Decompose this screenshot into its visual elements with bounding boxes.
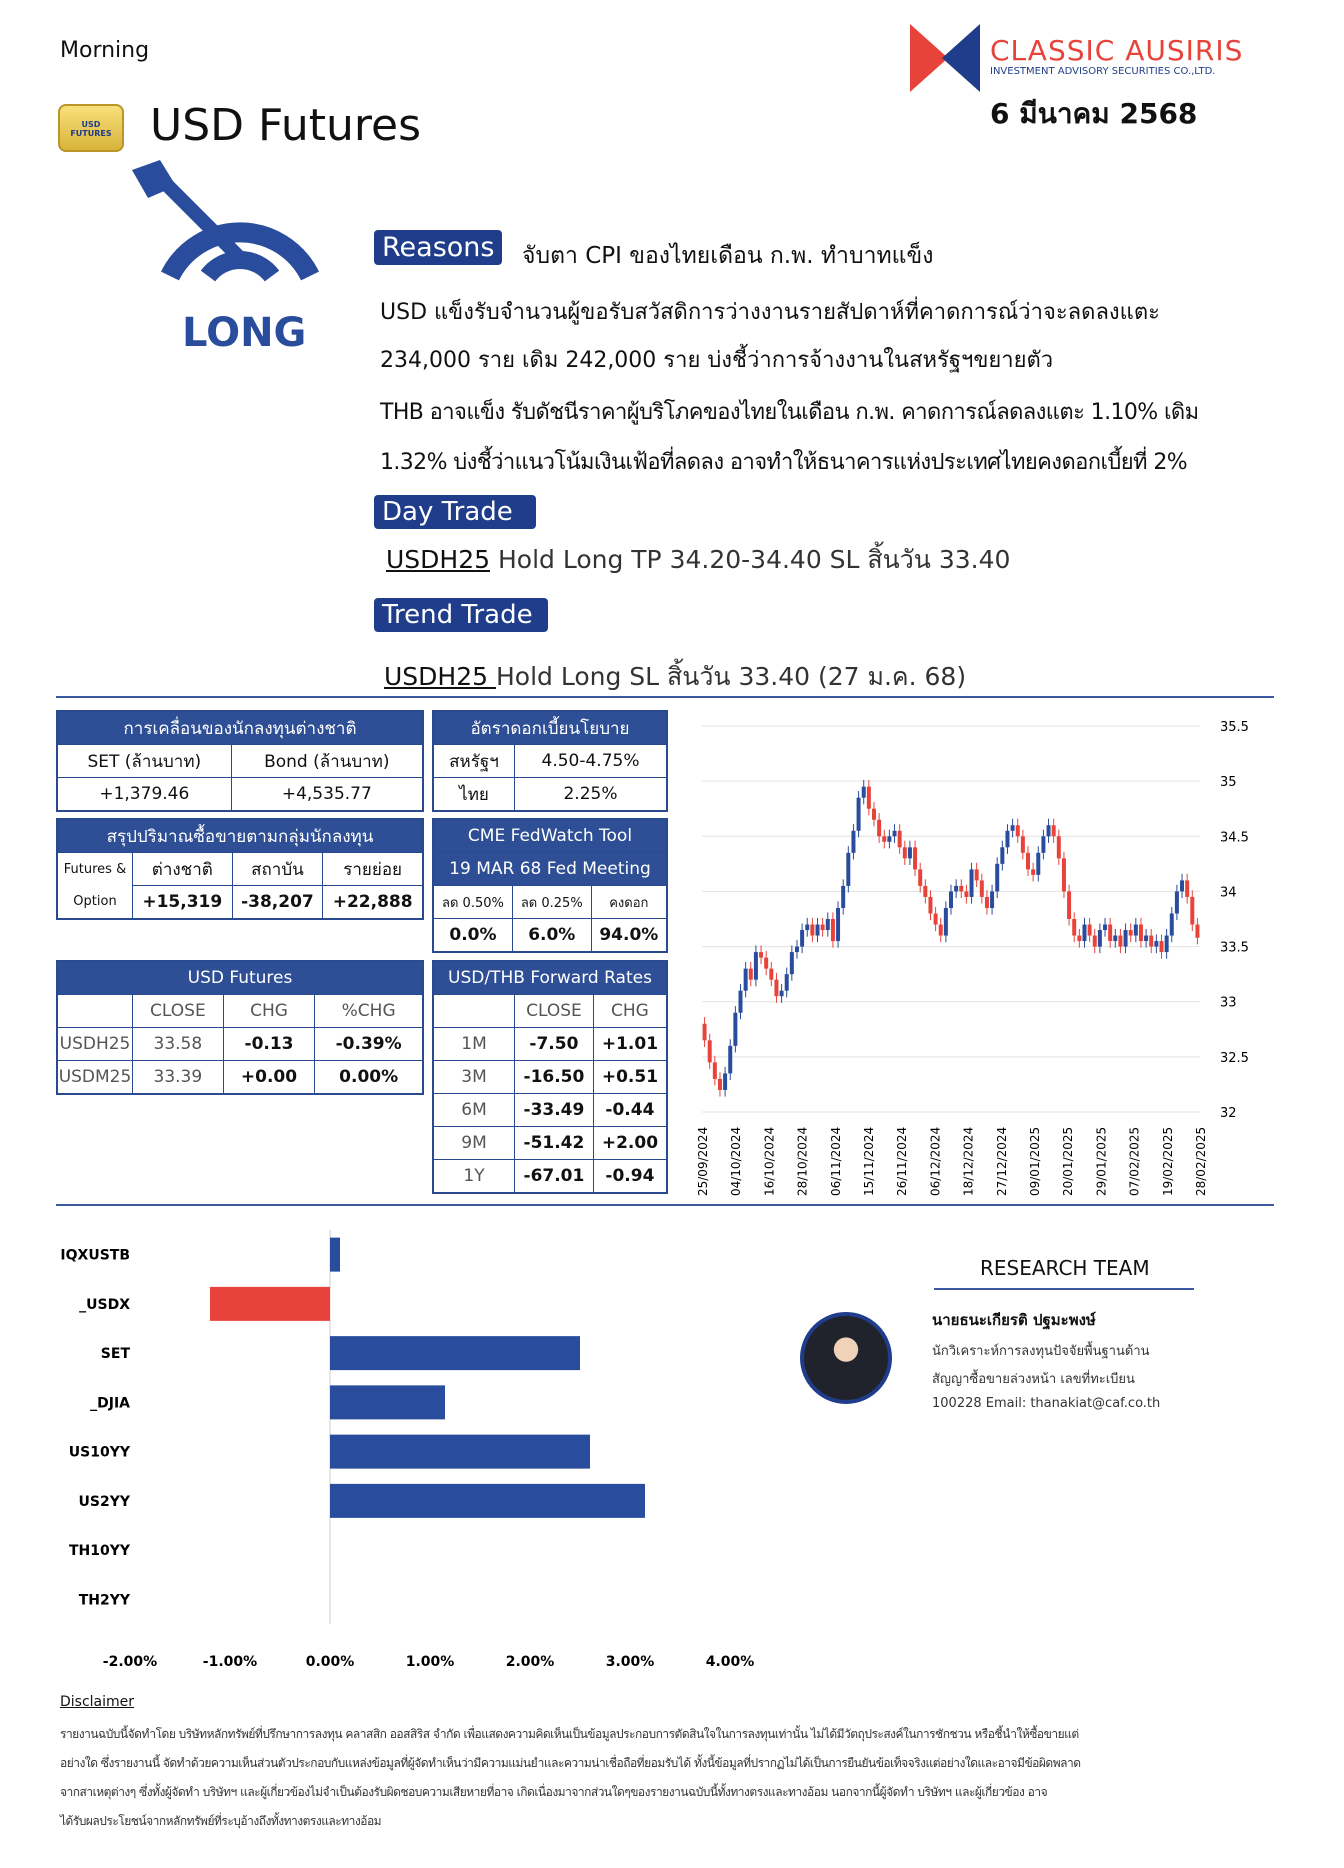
candle-body [1154,941,1158,947]
candle-body [882,836,886,842]
forward-tenor: 6M [433,1094,515,1127]
candle-body [774,980,778,997]
forward-tenor: 1Y [433,1160,515,1194]
x-tick-label: 16/10/2024 [762,1126,777,1196]
candle-body [923,886,927,897]
fedwatch-header: ลด 0.25% [512,886,591,919]
fedwatch-title: CME FedWatch Tool [433,819,667,853]
candle-body [975,869,979,880]
candle-body [1124,930,1128,947]
x-tick-label: 26/11/2024 [895,1126,910,1196]
candle-body [1165,936,1169,953]
forward-chg: -0.44 [593,1094,667,1127]
x-tick-label: 27/12/2024 [994,1126,1009,1196]
candle-body [723,1073,727,1090]
candle-body [733,1013,737,1046]
candle-body [887,836,891,842]
foreign-flow-bond-value: +4,535.77 [231,778,423,812]
candle-body [1021,836,1025,853]
candle-body [1159,941,1163,952]
candle-body [744,969,748,991]
disclaimer-line: อย่างใด ซึ่งรายงานนี้ จัดทำด้วยความเห็นส่วนตัวประกอบกับแหล่งข้อมูลที่ผู้จัดทำเห็นว่ามีความแม่นยำและความน่าเชื่อถือที่ยอมรับได้ ทั้งนี้ข้อมูลที่ปรากฏไม่ได้เป็นการยืนยันข้อเท็จจริงแต่อย่างใดและอาจมีข้อผิดพลาด [60,1756,1081,1770]
x-tick-label: 0.00% [305,1654,355,1670]
foreign-flow-title: การเคลื่อนของนักลงทุนต่างชาติ [57,711,423,745]
candle-body [836,908,840,941]
bar [330,1435,590,1469]
x-tick-label: 09/01/2025 [1028,1126,1042,1196]
candle-body [759,952,763,958]
candle-body [1000,847,1004,864]
fedwatch-header: ลด 0.50% [433,886,512,919]
x-tick-label: 15/11/2024 [862,1126,876,1196]
x-tick-label: 06/12/2024 [928,1126,943,1196]
y-tick-label: 32.5 [1220,1050,1249,1066]
candle-body [1052,825,1056,836]
forward-close: -7.50 [515,1028,594,1061]
candle-body [1098,930,1102,947]
policy-rate-title: อัตราดอกเบี้ยนโยบาย [433,711,667,745]
candle-body [1113,936,1117,942]
session-label: Morning [60,38,150,63]
investor-value-institution: -38,207 [232,886,323,920]
usd-candlestick-chart [680,706,1280,1200]
foreign-flow-table [56,710,424,812]
candle-body [831,919,835,941]
candle-body [708,1040,712,1062]
bar [330,1336,580,1370]
analyst-role: นักวิเคราะห์การลงทุนปัจจัยพื้นฐานด้าน [932,1344,1150,1359]
forward-chg: +2.00 [593,1127,667,1160]
y-tick-label: 32 [1220,1106,1237,1121]
candle-body [964,891,968,897]
candle-body [872,809,876,820]
candle-body [949,891,953,908]
x-tick-label: 07/02/2025 [1127,1126,1142,1196]
candle-body [1175,891,1179,913]
bar-category-label: US2YY [78,1493,130,1510]
usd-futures-header: %CHG [315,995,423,1028]
x-tick-label: -2.00% [102,1654,158,1670]
candle-body [713,1062,717,1079]
disclaimer-line: ได้รับผลประโยชน์จากหลักทรัพย์ที่ระบุอ้างถึงทั้งทางตรงและทางอ้อม [60,1814,382,1828]
candle-body [851,831,855,853]
candle-body [841,886,845,908]
candle-body [944,908,948,936]
policy-rate-country: ไทย [433,778,515,812]
candle-body [1139,925,1143,942]
y-tick-label: 34 [1220,885,1237,901]
candle-body [1190,897,1194,925]
company-subtitle: INVESTMENT ADVISORY SECURITIES CO.,LTD. [990,66,1216,77]
forward-close: -67.01 [515,1160,594,1194]
analyst-name: นายธนะเกียรติ ปฐมะพงษ์ [932,1311,1096,1329]
analyst-role-2: สัญญาซื้อขายล่วงหน้า เลขที่ทะเบียน [932,1372,1135,1387]
divider-top [56,696,1274,698]
candle-body [1118,936,1122,947]
candle-body [928,897,932,914]
day-trade-text: Hold Long TP 34.20-34.40 SL สิ้นวัน 33.40 [490,545,1011,574]
market-change-bar-chart [56,1220,776,1680]
usd-futures-pchg: 0.00% [315,1061,423,1095]
forward-header: CLOSE [515,995,594,1028]
x-tick-label: 29/01/2025 [1094,1126,1109,1196]
candle-body [810,925,814,936]
foreign-flow-header-bond: Bond (ล้านบาท) [231,745,423,778]
logo-badge-text: USD FUTURES [70,120,112,138]
analyst-contact: 100228 Email: thanakiat@caf.co.th [932,1396,1161,1411]
candle-body [893,831,897,837]
candle-body [764,958,768,969]
x-tick-label: 04/10/2024 [729,1126,744,1196]
candle-body [1072,919,1076,936]
candle-body [918,869,922,886]
research-team-underline [934,1288,1194,1290]
disclaimer-line: รายงานฉบับนี้จัดทำโดย บริษัทหลักทรัพย์ที่ปรึกษาการลงทุน คลาสสิก ออสสิริส จำกัด เพื่อแสดงความคิดเห็นเป็นข้อมูลประกอบการตัดสินใจในการลงทุนเท่านั้น ไม่ได้มีวัตถุประสงค์ในการชักชวน หรือชี้นำให้ซื้อขายแต่ [60,1727,1079,1741]
policy-rate-country: สหรัฐฯ [433,745,515,778]
candle-body [785,974,789,991]
investor-header-institution: สถาบัน [232,853,323,886]
candle-body [754,952,758,980]
candle-body [995,864,999,892]
disclaimer-line: จากสาเหตุต่างๆ ซึ่งทั้งผู้จัดทำ บริษัทฯ และผู้เกี่ยวข้องไม่จำเป็นต้องรับผิดชอบความเสียหายที่อาจ เกิดเนื่องมาจากส่วนใดๆของรายงานฉบับนี้ทั้งทางตรงและทางอ้อม นอกจากนี้ผู้จัดทำ บริษัทฯ และผู้เกี่ยวข้อง อาจ [60,1785,1048,1799]
bar-category-label: _DJIA [90,1395,130,1412]
reasons-line-1: USD แข็งรับจำนวนผู้ขอรับสวัสดิการว่างงานรายสัปดาห์ที่คาดการณ์ว่าจะลดลงแตะ [380,300,1160,325]
company-logo-icon [910,24,980,92]
disclaimer-title: Disclaimer [60,1694,135,1710]
candle-body [1108,925,1112,942]
x-tick-label: 28/02/2025 [1194,1126,1208,1196]
candle-body [1149,936,1153,947]
forward-header: CHG [593,995,667,1028]
forward-rates-title: USD/THB Forward Rates [433,961,667,995]
fedwatch-value: 0.0% [433,919,512,953]
candle-body [959,886,963,892]
bar-category-label: SET [100,1346,130,1363]
candle-body [826,919,830,930]
candle-body [795,947,799,953]
forward-tenor: 9M [433,1127,515,1160]
candle-body [898,831,902,848]
bar-category-label: _USDX [79,1296,130,1313]
x-tick-label: 20/01/2025 [1061,1126,1076,1196]
candle-body [1088,925,1092,936]
candle-body [1057,836,1061,858]
candle-body [1180,880,1184,891]
usd-futures-close: 33.58 [133,1028,224,1061]
candle-body [1185,880,1189,897]
usd-futures-chg: -0.13 [223,1028,315,1061]
candle-body [939,925,943,936]
candle-body [980,880,984,897]
bar [330,1238,340,1272]
fedwatch-value: 94.0% [591,919,667,953]
investor-header-foreign: ต่างชาติ [133,853,233,886]
candle-body [1011,825,1015,831]
usd-futures-pchg: -0.39% [315,1028,423,1061]
y-tick-label: 34.5 [1220,830,1249,846]
candle-body [1026,853,1030,870]
reasons-line-4: 1.32% บ่งชี้ว่าแนวโน้มเงินเฟ้อที่ลดลง อาจทำให้ธนาคารแห่งประเทศไทยคงดอกเบี้ยที่ 2% [380,450,1188,475]
candle-body [718,1079,722,1090]
y-tick-label: 35 [1220,775,1237,791]
x-tick-label: 4.00% [705,1654,755,1670]
bar-category-label: US10YY [68,1444,130,1461]
candle-body [821,925,825,931]
usd-futures-header: CHG [223,995,315,1028]
reasons-line-3: THB อาจแข็ง รับดัชนีราคาผู้บริโภคของไทยในเดือน ก.พ. คาดการณ์ลดลงแตะ 1.10% เดิม [380,400,1199,425]
candle-body [970,869,974,897]
candle-body [990,891,994,908]
forward-chg: +1.01 [593,1028,667,1061]
trend-trade-text: Hold Long SL สิ้นวัน 33.40 (27 ม.ค. 68) [495,662,967,691]
reasons-headline: จับตา CPI ของไทยเดือน ก.พ. ทำบาทแข็ง [522,243,934,269]
y-tick-label: 35.5 [1220,720,1249,735]
policy-rate-value: 2.25% [515,778,668,812]
candle-body [903,847,907,858]
y-tick-label: 33 [1220,995,1237,1011]
foreign-flow-set-value: +1,379.46 [57,778,231,812]
forward-tenor: 3M [433,1061,515,1094]
candle-body [769,969,773,980]
candle-body [913,847,917,869]
candle-body [728,1046,732,1074]
candle-body [805,925,809,931]
candle-body [1103,925,1107,931]
candle-body [1031,869,1035,875]
usd-futures-table [56,960,424,1095]
analyst-avatar [800,1312,892,1404]
bar [330,1484,645,1518]
report-date: 6 มีนาคม 2568 [990,97,1198,130]
candle-body [800,930,804,947]
candle-body [1041,836,1045,853]
usd-futures-header: CLOSE [133,995,224,1028]
x-tick-label: 25/09/2024 [696,1126,710,1196]
x-tick-label: -1.00% [202,1654,258,1670]
trend-trade-symbol: USDH25 [384,662,496,691]
candle-body [1077,936,1081,942]
candle-body [1195,925,1199,938]
forward-close: -16.50 [515,1061,594,1094]
candle-body [1062,858,1066,891]
reasons-tag: Reasons [374,230,502,265]
x-tick-label: 2.00% [505,1654,555,1670]
trend-trade-tag: Trend Trade [374,598,548,632]
usd-futures-logo [58,104,124,152]
x-tick-label: 06/11/2024 [828,1126,843,1196]
candle-body [1067,891,1071,919]
investor-header-retail: รายย่อย [323,853,423,886]
bar [210,1287,330,1321]
foreign-flow-header-set: SET (ล้านบาท) [57,745,231,778]
x-tick-label: 19/02/2025 [1160,1126,1175,1196]
investor-value-foreign: +15,319 [133,886,233,920]
usd-futures-title: USD Futures [57,961,423,995]
forward-close: -51.42 [515,1127,594,1160]
candle-body [1016,825,1020,836]
candle-body [867,787,871,809]
company-name: CLASSIC AUSIRIS [990,34,1244,67]
bar [330,1385,445,1419]
bar-category-label: TH2YY [78,1592,130,1609]
bar-category-label: IQXUSTB [60,1247,130,1264]
candle-body [749,969,753,980]
candle-body [1082,925,1086,942]
forward-tenor: 1M [433,1028,515,1061]
fedwatch-header: คงดอก [591,886,667,919]
forward-close: -33.49 [515,1094,594,1127]
candle-body [790,952,794,974]
candle-body [1129,930,1133,936]
candle-body [846,853,850,886]
forward-rates-table [432,960,668,1194]
x-tick-label: 28/10/2024 [795,1126,810,1196]
candle-body [862,787,866,798]
reasons-line-2: 234,000 ราย เดิม 242,000 ราย บ่งชี้ว่าการจ้างงานในสหรัฐฯขยายตัว [380,348,1054,373]
usd-futures-close: 33.39 [133,1061,224,1095]
x-tick-label: 3.00% [605,1654,655,1670]
usd-futures-chg: +0.00 [223,1061,315,1095]
y-tick-label: 33.5 [1220,940,1249,956]
candle-body [985,897,989,908]
candle-body [857,798,861,831]
day-trade-tag: Day Trade [374,495,536,529]
candle-body [908,847,912,858]
fedwatch-value: 6.0% [512,919,591,953]
candle-body [934,913,938,924]
forward-chg: +0.51 [593,1061,667,1094]
candle-body [703,1024,707,1041]
policy-rate-table [432,710,668,812]
candle-body [739,991,743,1013]
candle-body [1134,925,1138,936]
research-team-title: RESEARCH TEAM [980,1256,1150,1280]
policy-rate-value: 4.50-4.75% [515,745,668,778]
forward-chg: -0.94 [593,1160,667,1194]
x-tick-label: 18/12/2024 [961,1126,976,1196]
investor-row-label-2: Option [57,886,133,920]
candle-body [780,991,784,997]
investor-row-label: Futures & [57,853,133,886]
candle-body [1170,913,1174,935]
candle-body [816,925,820,936]
usd-futures-symbol: USDH25 [57,1028,133,1061]
trend-trade-row [384,657,966,697]
investor-summary-title: สรุปปริมาณซื้อขายตามกลุ่มนักลงทุน [57,819,423,853]
disclaimer-text [60,1720,1280,1836]
usd-futures-symbol: USDM25 [57,1061,133,1095]
candle-body [1036,853,1040,875]
x-tick-label: 1.00% [405,1654,455,1670]
day-trade-symbol: USDH25 [386,545,491,574]
candle-body [1093,936,1097,947]
candle-body [954,886,958,892]
bar-category-label: TH10YY [68,1543,130,1560]
signal-label: LONG [182,310,307,356]
candle-body [1047,825,1051,836]
investor-summary-table [56,818,424,920]
target-dart-icon [130,158,320,288]
day-trade-row [386,540,1010,580]
investor-value-retail: +22,888 [323,886,423,920]
fedwatch-table [432,818,668,953]
divider-mid [56,1204,1274,1206]
candle-body [1144,936,1148,942]
candle-body [1005,831,1009,848]
page-title: USD Futures [150,100,422,151]
candle-body [877,820,881,837]
fedwatch-meeting: 19 MAR 68 Fed Meeting [433,853,667,886]
